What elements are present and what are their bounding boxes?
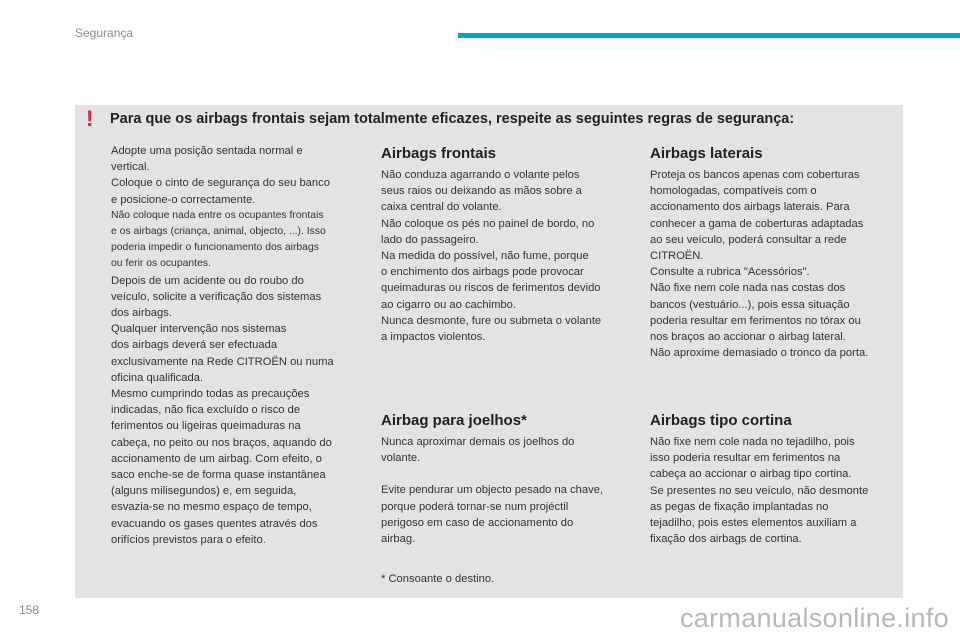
joelhos-paragraph-2: Evite pendurar um objecto pesado na chave, porque poderá tornar-se num projéctil perigoso em caso de accionamento do airbag. — [381, 484, 604, 546]
warning-title: Para que os airbags frontais sejam totalmente eficazes, respeite as seguintes regras de segurança: — [110, 111, 795, 127]
cortina-text: Não fixe nem cole nada no tejadilho, pois isso poderia resultar em ferimentos na cabeça ao accionar o airbag tipo cortina. Se presentes no seu veículo, não desmonte as pegas de fixação implantadas no tejadilho, pois estes elementos auxiliam a fixação dos airbags de cortina. — [650, 436, 869, 546]
joelhos-paragraph-1: Nunca aproximar demais os joelhos do volante. — [381, 436, 575, 465]
heading-airbags-laterais: Airbags laterais — [650, 145, 763, 162]
exclamation-icon: ! — [86, 106, 94, 131]
watermark: carmanualsonline.info — [680, 603, 949, 633]
left-paragraph-3: Depois de um acidente ou do roubo do veículo, solicite a verificação dos sistemas dos airbags. Qualquer intervenção nos sistemas dos airbags deverá ser efectuada exclusivamente na Rede CITROËN ou numa oficina qualificada. Mesmo cumprindo todas as precauções indicadas, não fica excluído o risco de ferimentos ou ligeiras queimaduras na cabeça, no peito ou nos braços, aquando do accionamento de um airbag. Com efeito, o saco enche-se de forma quase instantânea (alguns milisegundos) e, em seguida, esvazia-se no mesmo espaço de tempo, evacuando os gases quentes através dos orifícios previstos para o efeito. — [111, 274, 334, 546]
frontais-text: Não conduza agarrando o volante pelos seus raios ou deixando as mãos sobre a caixa central do volante. Não coloque os pés no painel de bordo, no lado do passageiro. Na medida do possível, não fume, porque o enchimento dos airbags pode provocar queimaduras ou riscos de ferimentos devido ao cigarro ou ao cachimbo. Nunca desmonte, fure ou submeta o volante a impactos violentos. — [381, 169, 602, 344]
heading-airbag-joelhos: Airbag para joelhos* — [381, 412, 527, 429]
heading-airbags-cortina: Airbags tipo cortina — [650, 412, 792, 429]
footnote: * Consoante o destino. — [381, 573, 495, 585]
left-paragraph-1: Adopte uma posição sentada normal e vertical. Coloque o cinto de segurança do seu banco e posicione-o correctamente. — [111, 145, 330, 206]
left-column — [111, 143, 334, 548]
left-paragraph-2: Não coloque nada entre os ocupantes frontais e os airbags (criança, animal, objecto, ...). Isso poderia impedir o funcionamento dos airbags ou ferir os ocupantes. — [111, 209, 326, 270]
joelhos-text — [381, 434, 603, 547]
page-number: 158 — [19, 603, 40, 617]
section-title: Segurança — [75, 26, 134, 40]
laterais-text: Proteja os bancos apenas com coberturas homologadas, compatíveis com o accionamento dos airbags laterais. Para conhecer a gama de coberturas adaptadas ao seu veículo, poderá consultar a rede CITROËN. Consulte a rubrica "Acessórios". Não fixe nem cole nada nas costas dos bancos (vestuário...), pois essa situação poderia resultar em ferimentos no tórax ou nos braços ao accionar o airbag lateral. Não aproxime demasiado o tronco da porta. — [650, 169, 869, 360]
heading-airbags-frontais: Airbags frontais — [381, 145, 497, 162]
section-accent-bar — [458, 33, 960, 38]
